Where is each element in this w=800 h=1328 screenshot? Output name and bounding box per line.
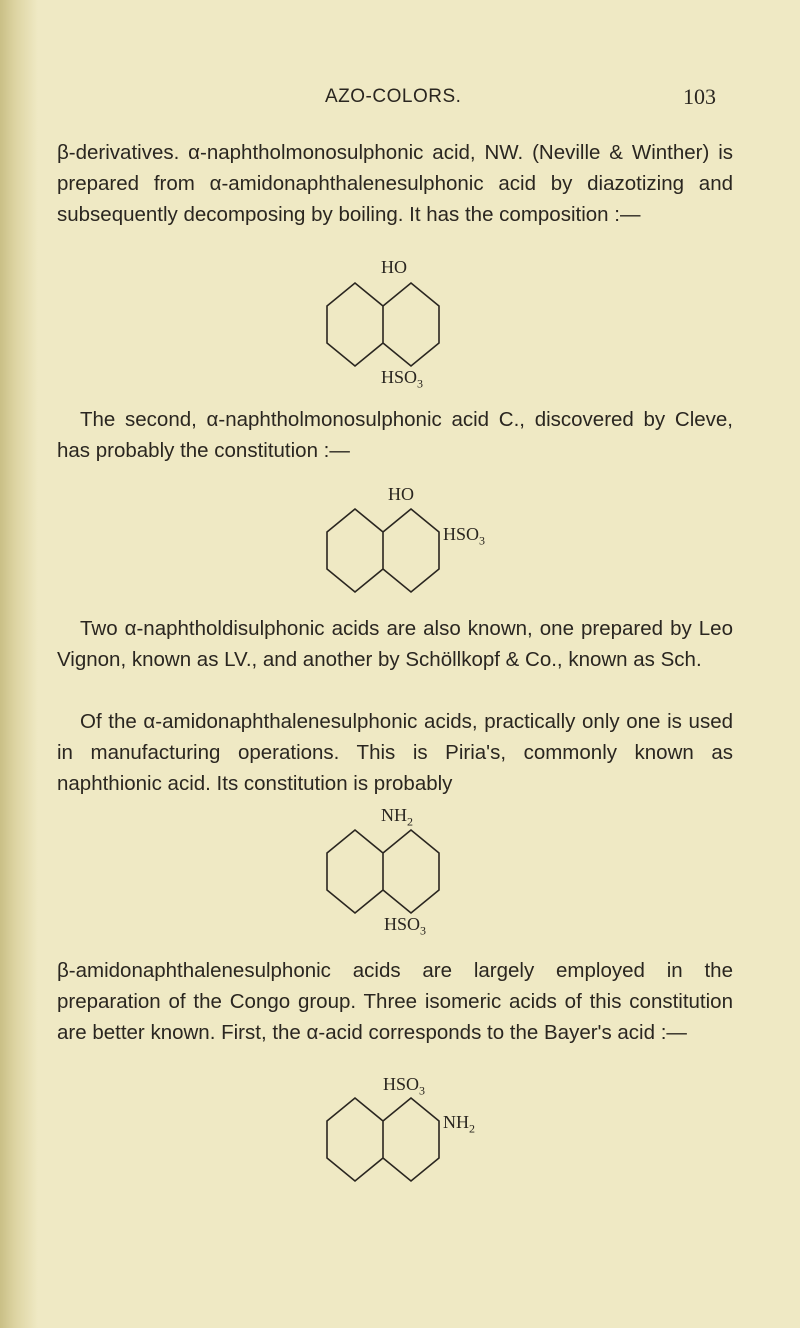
page-header xyxy=(0,86,800,116)
naphthalene-ring-diagram xyxy=(325,1098,445,1188)
formula-4-side-label: $NH_2$ xyxy=(443,1112,475,1136)
running-title: AZO-COLORS. xyxy=(325,86,462,107)
page-binding-shadow xyxy=(0,0,38,1328)
paragraph-5: β-amidonaphthalenesulphonic acids are largely employed in the preparation of the Congo group. Three isomeric acids of this constitution are better known. First, the α-acid corresponds to the Bayer's acid :— xyxy=(57,959,733,1045)
naphthalene-ring-diagram xyxy=(325,509,445,599)
formula-3-top-label: $NH_2$ xyxy=(381,805,413,829)
paragraph-1: β-derivatives. α-naphtholmonosulphonic acid, NW. (Neville & Winther) is prepared from α-amidonaphthalenesulphonic acid by diazotizing and subsequently decomposing by boiling. It has the composition :— xyxy=(57,141,733,227)
formula-1-top-label: HO xyxy=(381,257,407,277)
paragraph-3: Two α-naphtholdisulphonic acids are also known, one prepared by Leo Vignon, known as LV., and another by Schöllkopf & Co., known as Sch. xyxy=(57,617,733,672)
formula-1-bottom-label: $HSO_3$ xyxy=(381,367,424,391)
page-number: 103 xyxy=(683,84,716,109)
formula-2-side-label: $HSO_3$ xyxy=(443,524,486,548)
formula-2-top-label: HO xyxy=(388,484,414,504)
paragraph-2: The second, α-naphtholmonosulphonic acid C., discovered by Cleve, has probably the constitution :— xyxy=(57,408,733,463)
naphthalene-ring-diagram xyxy=(325,283,445,373)
paragraph-4: Of the α-amidonaphthalenesulphonic acids, practically only one is used in manufacturing operations. This is Piria's, commonly known as naphthionic acid. Its constitution is probably xyxy=(57,710,733,796)
formula-4-top-label: $HSO_3$ xyxy=(383,1074,426,1098)
naphthalene-ring-diagram xyxy=(325,830,445,920)
formula-3-bottom-label: $HSO_3$ xyxy=(384,914,427,938)
